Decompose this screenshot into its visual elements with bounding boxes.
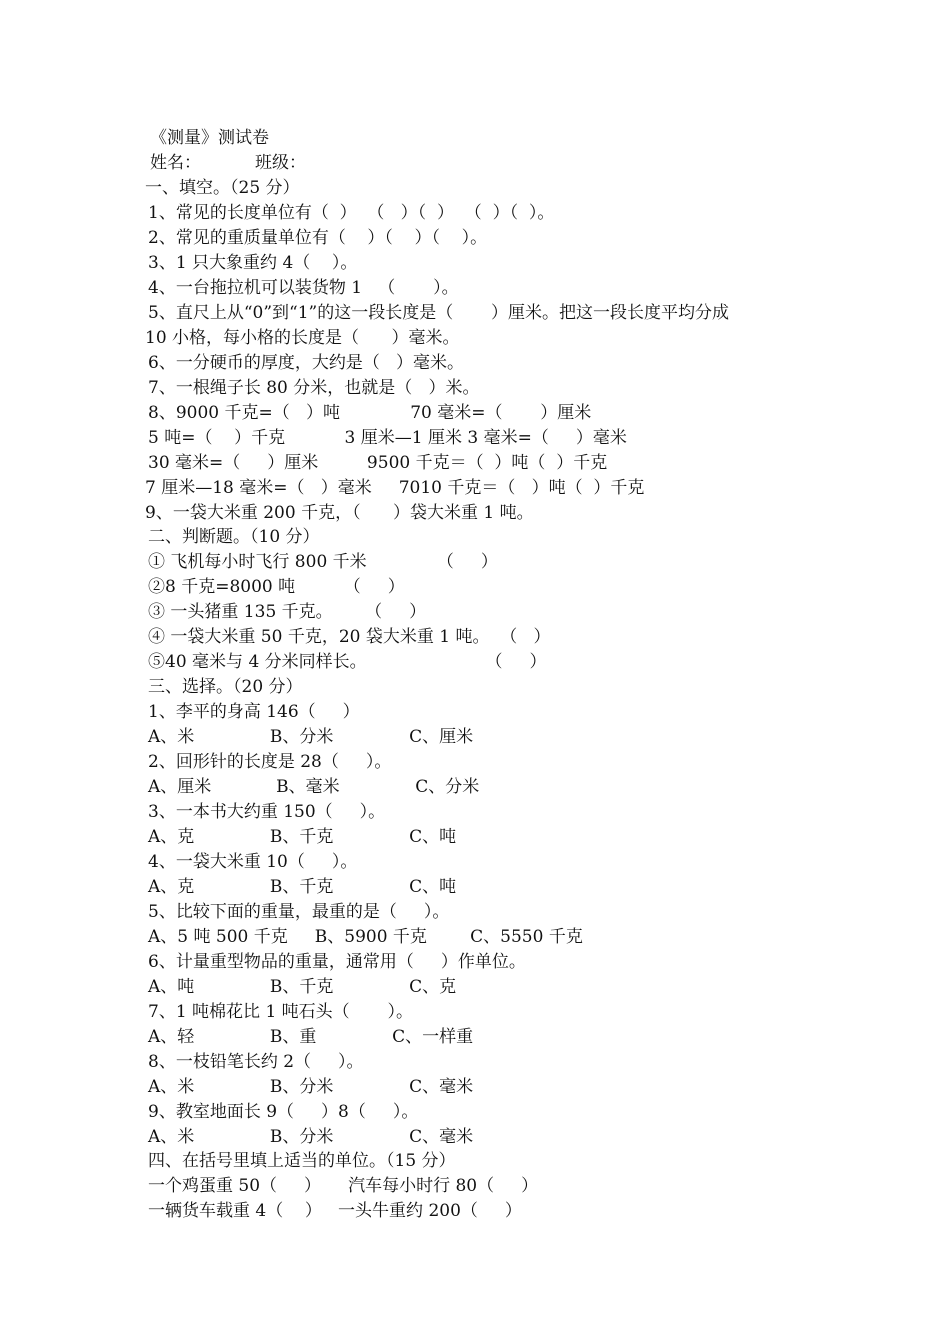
section-1-heading: 一、填空。（25 分）	[145, 178, 300, 198]
choice-question-5: 5、比较下面的重量，最重的是（ ）。	[148, 902, 450, 922]
choice-options-1: A、米 B、分米 C、厘米	[148, 727, 474, 747]
choice-question-1: 1、李平的身高 146（ ）	[148, 702, 360, 722]
choice-question-3: 3、一本书大约重 150（ ）。	[148, 802, 386, 822]
section-2-heading: 二、判断题。（10 分）	[148, 527, 320, 547]
fill-question-6: 6、一分硬币的厚度，大约是（ ）毫米。	[148, 353, 465, 373]
choice-options-9: A、米 B、分米 C、毫米	[148, 1127, 474, 1147]
fill-question-8-line-1: 8、9000 千克=（ ）吨 70 毫米=（ ）厘米	[148, 403, 592, 423]
unit-fill-line-2: 一辆货车载重 4（ ） 一头牛重约 200（ ）	[148, 1201, 522, 1221]
unit-fill-line-1: 一个鸡蛋重 50（ ） 汽车每小时行 80（ ）	[148, 1176, 539, 1196]
choice-question-4: 4、一袋大米重 10（ ）。	[148, 852, 358, 872]
choice-question-6: 6、计量重型物品的重量，通常用（ ）作单位。	[148, 952, 526, 972]
fill-question-7: 7、一根绳子长 80 分米，也就是（ ）米。	[148, 378, 480, 398]
fill-question-8-line-4: 7 厘米—18 毫米=（ ）毫米 7010 千克＝（ ）吨（ ）千克	[145, 478, 645, 498]
choice-options-4: A、克 B、千克 C、吨	[148, 877, 457, 897]
choice-options-6: A、吨 B、千克 C、克	[148, 977, 457, 997]
choice-question-9: 9、教室地面长 9（ ）8（ ）。	[148, 1102, 419, 1122]
choice-question-2: 2、回形针的长度是 28（ ）。	[148, 752, 392, 772]
choice-question-8: 8、一枝铅笔长约 2（ ）。	[148, 1052, 364, 1072]
choice-question-7: 7、1 吨棉花比 1 吨石头（ ）。	[148, 1002, 413, 1022]
judge-item-2: ②8 千克=8000 吨 （ ）	[148, 577, 405, 597]
student-info-line: 姓名： 班级：	[150, 153, 307, 173]
fill-question-5-line-1: 5、直尺上从“0”到“1”的这一段长度是（ ）厘米。把这一段长度平均分成	[148, 303, 730, 323]
judge-item-5: ⑤40 毫米与 4 分米同样长。 （ ）	[148, 652, 547, 672]
judge-item-3: ③ 一头猪重 135 千克。 （ ）	[148, 602, 427, 622]
fill-question-9: 9、一袋大米重 200 千克，（ ）袋大米重 1 吨。	[145, 503, 534, 523]
section-4-heading: 四、在括号里填上适当的单位。（15 分）	[148, 1151, 456, 1171]
choice-options-8: A、米 B、分米 C、毫米	[148, 1077, 474, 1097]
page-title: 《测量》测试卷	[150, 128, 269, 148]
choice-options-2: A、厘米 B、毫米 C、分米	[148, 777, 480, 797]
fill-question-3: 3、1 只大象重约 4（ ）。	[148, 253, 358, 273]
fill-question-4: 4、一台拖拉机可以装货物 1 （ ）。	[148, 278, 459, 298]
choice-options-7: A、轻 B、重 C、一样重	[148, 1027, 474, 1047]
choice-options-3: A、克 B、千克 C、吨	[148, 827, 457, 847]
fill-question-8-line-2: 5 吨=（ ）千克 3 厘米—1 厘米 3 毫米=（ ）毫米	[148, 428, 627, 448]
fill-question-2: 2、常见的重质量单位有（ ）（ ）（ ）。	[148, 228, 488, 248]
judge-item-1: ① 飞机每小时飞行 800 千米 （ ）	[148, 552, 498, 572]
fill-question-8-line-3: 30 毫米=（ ）厘米 9500 千克＝（ ）吨（ ）千克	[148, 453, 608, 473]
fill-question-5-line-2: 10 小格，每小格的长度是（ ）毫米。	[145, 328, 460, 348]
judge-item-4: ④ 一袋大米重 50 千克，20 袋大米重 1 吨。 （ ）	[148, 627, 551, 647]
choice-options-5: A、5 吨 500 千克 B、5900 千克 C、5550 千克	[148, 927, 583, 947]
section-3-heading: 三、选择。（20 分）	[148, 677, 303, 697]
fill-question-1: 1、常见的长度单位有（ ） （ ）（ ） （ ）（ ）。	[148, 203, 555, 223]
